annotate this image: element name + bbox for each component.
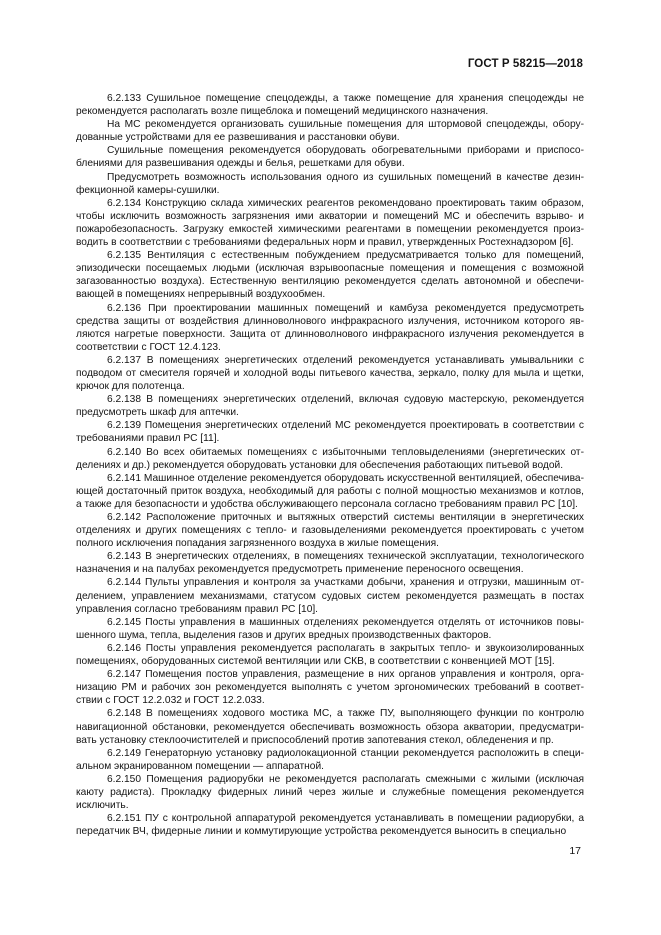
paragraph-6-2-150: 6.2.150 Помещения радиорубки не рекомендуется располагать смежными с жилыми (исключая каюту радиста). Прокладку фидерных линий через жилые и служебные помещения рекомендуется исключить.: [76, 773, 584, 812]
paragraph-6-2-147: 6.2.147 Помещения постов управления, размещение в них органов управления и контроля, организацию РМ и рабочих зон рекомендуется выполнять с учетом эргономических требований в соответствии с ГОСТ 12.2.032 и ГОСТ 12.2.033.: [76, 669, 584, 707]
paragraph-6-2-149: 6.2.149 Генераторную установку радиолокационной станции рекомендуется расположить в специальном экранированном помещении — аппаратной.: [76, 747, 584, 772]
page-number: 17: [569, 845, 581, 857]
document-header: ГОСТ Р 58215—2018: [467, 58, 583, 70]
paragraph-6-2-141: 6.2.141 Машинное отделение рекомендуется оборудовать искусственной вентиляцией, обеспечивающей достаточный приток воздуха, необходимый для работы с полной мощностью механизмов и котлов, а также для безопасности и удобства обслуживающего персонала согласно требованиям правил РС [10].: [76, 472, 584, 510]
paragraph-6-2-142: 6.2.142 Расположение приточных и вытяжных отверстий системы вентиляции в энергетических отделениях и других помещениях с тепло- и газовыделениями рекомендуется проектировать с учетом полного исключения попадания загрязненного воздуха в жилые помещения.: [76, 512, 584, 550]
paragraph: Сушильные помещения рекомендуется оборудовать обогревательными приборами и приспособлениями для развешивания одежды и белья, решетками для обуви.: [76, 145, 584, 170]
paragraph-6-2-137: 6.2.137 В помещениях энергетических отделений рекомендуется устанавливать умывальники с подводом от смесителя горячей и холодной воды питьевого качества, зеркало, полку для мыла и щетки, крючок для полотенца.: [76, 354, 584, 393]
paragraph-6-2-145: 6.2.145 Посты управления в машинных отделениях рекомендуется отделять от источников повышенного шума, тепла, выделения газов и других вредных производственных факторов.: [76, 616, 584, 641]
paragraph-6-2-135: 6.2.135 Вентиляция с естественным побуждением предусматривается только для помещений, эпизодически посещаемых людьми (исключая взрывоопасные помещения и помещения с возможной загазованностью воздуха). Естественную вентиляцию рекомендуется сделать автономной и обеспечивающей в помещениях непрерывный воздухообмен.: [76, 250, 584, 301]
paragraph-6-2-146: 6.2.146 Посты управления рекомендуется располагать в закрытых тепло- и звукоизолированных помещениях, оборудованных системой вентиляции или СКВ, в соответствии с конвенцией МОТ [15].: [76, 642, 584, 668]
paragraph-6-2-143: 6.2.143 В энергетических отделениях, в помещениях технической эксплуатации, технологического назначения и на палубах рекомендуется предусмотреть применение переносного освещения.: [76, 551, 584, 576]
paragraph-6-2-139: 6.2.139 Помещения энергетических отделений МС рекомендуется проектировать в соответствии с требованиями правил РС [11].: [76, 420, 584, 445]
paragraph-6-2-136: 6.2.136 При проектировании машинных помещений и камбуза рекомендуется предусмотреть средства защиты от воздействия длинноволнового инфракрасного излучения, источником которого являются нагретые поверхности. Защита от длинноволнового инфракрасного излучения рекомендуется в соответствии с ГОСТ 12.4.123.: [76, 302, 584, 353]
document-body: [76, 92, 584, 838]
paragraph-6-2-148: 6.2.148 В помещениях ходового мостика МС, а также ПУ, выполняющего функции по контролю навигационной обстановки, рекомендуется обеспечивать возможность обзора акватории, предусматривать установку стеклоочистителей и приспособлений против запотевания стекол, обледенения и пр.: [76, 708, 584, 746]
paragraph: На МС рекомендуется организовать сушильные помещения для штормовой спецодежды, оборудованные устройствами для ее развешивания и расстановки обуви.: [76, 119, 584, 144]
paragraph-6-2-134: 6.2.134 Конструкцию склада химических реагентов рекомендовано проектировать таким образом, чтобы исключить возможность загрязнения ими акватории и помещений МС и обеспечить взрыво- и пожаробезопасность. Загрузку емкостей химическими реагентами в помещении рекомендуется производить в соответствии с требованиями федеральных норм и правил, утвержденных Ростехнадзором [6].: [76, 197, 584, 249]
paragraph-6-2-138: 6.2.138 В помещениях энергетических отделений, включая судовую мастерскую, рекомендуется предусмотреть шкаф для аптечки.: [76, 394, 584, 419]
paragraph-6-2-140: 6.2.140 Во всех обитаемых помещениях с избыточными тепловыделениями (энергетических отделениях и др.) рекомендуется оборудовать установки для обеспечения работающих питьевой водой.: [76, 446, 584, 471]
paragraph-6-2-144: 6.2.144 Пульты управления и контроля за участками добычи, хранения и отгрузки, машинным отделением, управлением механизмами, статусом судовых систем рекомендуется размещать в постах управления согласно требованиям правил РС [10].: [76, 577, 584, 615]
paragraph: Предусмотреть возможность использования одного из сушильных помещений в качестве дезинфекционной камеры-сушилки.: [76, 171, 584, 196]
paragraph-6-2-151: 6.2.151 ПУ с контрольной аппаратурой рекомендуется устанавливать в помещении радиорубки, а передатчик ВЧ, фидерные линии и коммутирующие устройства рекомендуется выносить в специально: [76, 813, 584, 838]
paragraph-6-2-133: 6.2.133 Сушильное помещение спецодежды, а также помещение для хранения спецодежды не рекомендуется располагать возле пищеблока и помещений медицинского назначения.: [76, 93, 584, 118]
